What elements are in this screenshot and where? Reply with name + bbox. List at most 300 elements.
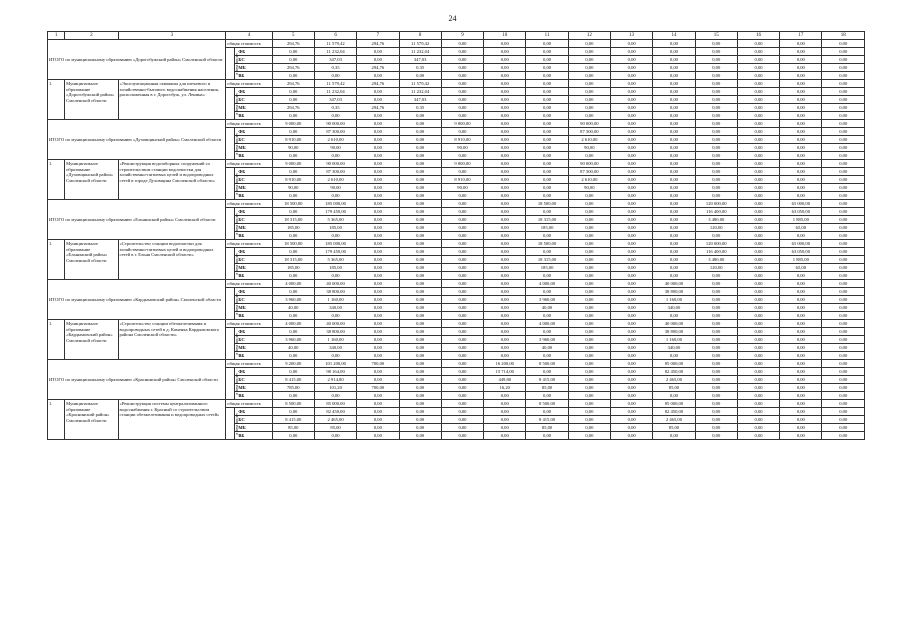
value-cell: 0,00 [611,408,653,416]
value-cell: 0,00 [568,432,610,440]
value-cell: 0,00 [484,176,526,184]
value-cell: 0,00 [780,184,822,192]
value-cell: 9 000,00 [441,120,483,128]
total-label: ИТОГО по муниципальному образованию «Духовщинский район» Смоленской области [48,120,226,160]
value-cell: 0,00 [780,320,822,328]
value-cell: 0,00 [399,352,441,360]
funding-source: МБ [235,384,272,392]
value-cell: 0,00 [568,344,610,352]
value-cell: 85,00 [526,384,568,392]
value-cell: 65,00 [780,264,822,272]
value-cell: 2 610,00 [314,136,356,144]
value-cell: 0,00 [314,272,356,280]
value-cell: 0,00 [695,376,737,384]
value-cell: 0,00 [653,176,695,184]
value-cell: 0,00 [695,128,737,136]
value-cell: 0,00 [399,168,441,176]
value-cell: 0,00 [822,112,865,120]
value-cell: 0,00 [737,264,779,272]
value-cell: 0,00 [484,184,526,192]
value-cell: 0,00 [611,376,653,384]
value-cell: 0,00 [526,408,568,416]
value-cell: 65 000,00 [780,200,822,208]
value-cell: 0,00 [695,64,737,72]
value-cell: 0,00 [484,280,526,288]
value-cell: 0,00 [526,248,568,256]
value-cell: 0,00 [441,128,483,136]
value-cell: 0,00 [314,392,356,400]
value-cell: 0,00 [441,88,483,96]
value-cell: 0,00 [568,40,610,48]
value-cell: 1 885,00 [780,216,822,224]
funding-source: БС [235,296,272,304]
value-cell: 0,00 [611,96,653,104]
value-cell: 0,00 [695,416,737,424]
value-cell: 0,00 [568,248,610,256]
funding-source: ВБ [235,152,272,160]
value-cell: 0,00 [695,56,737,64]
value-cell: 0,00 [484,232,526,240]
value-cell: 0,00 [822,432,865,440]
value-cell: 0,00 [780,312,822,320]
value-cell: 0,00 [653,264,695,272]
value-cell: 0,00 [737,432,779,440]
municipality-name: Муниципальное образование «Краснинский район» Смоленской области [65,400,118,440]
header-cell: 1 [48,32,65,40]
value-cell: 0,00 [357,336,399,344]
value-cell: 0,00 [780,304,822,312]
value-cell: 0,00 [611,272,653,280]
value-cell: 0,00 [484,208,526,216]
value-cell: 700,00 [357,384,399,392]
funding-source: ВБ [235,192,272,200]
budget-table [47,31,865,440]
value-cell: 0,00 [272,392,314,400]
value-cell: 0,00 [780,416,822,424]
value-cell: 0,00 [568,408,610,416]
value-cell: 0,00 [780,336,822,344]
value-cell: 0,00 [780,112,822,120]
value-cell: 1 160,00 [314,296,356,304]
value-cell: 0,00 [653,48,695,56]
funding-source: ФБ [235,328,272,336]
value-cell: 0,00 [653,192,695,200]
value-cell: 0,00 [611,368,653,376]
value-cell: 0,00 [399,320,441,328]
value-cell: 0,00 [441,240,483,248]
value-cell: 8 415,00 [526,416,568,424]
value-cell: 116 400,00 [695,208,737,216]
value-cell: 294,76 [272,40,314,48]
value-cell: 0,00 [568,328,610,336]
value-cell: 0,00 [484,392,526,400]
funding-source: МБ [235,184,272,192]
value-cell: 0,00 [484,424,526,432]
value-cell: 0,00 [568,80,610,88]
value-cell: 0,00 [357,408,399,416]
value-cell: 294,76 [357,40,399,48]
value-cell: 0,00 [780,408,822,416]
value-cell: 0,00 [737,96,779,104]
value-cell: 0,00 [695,432,737,440]
funding-source: МБ [235,304,272,312]
value-cell: 0,00 [780,400,822,408]
value-cell: 0,00 [737,352,779,360]
value-cell: 294,76 [357,104,399,112]
value-cell: 0,00 [272,352,314,360]
value-cell: 185 000,00 [314,240,356,248]
value-cell: 185,00 [272,264,314,272]
value-cell: 0,00 [695,184,737,192]
value-cell: 0,00 [653,88,695,96]
value-cell: 87 300,00 [314,128,356,136]
funding-source: МБ [235,344,272,352]
value-cell: 0,00 [441,64,483,72]
value-cell: 0,00 [399,392,441,400]
row-label: общая стоимость [226,160,272,168]
value-cell: 449,80 [484,376,526,384]
table-body [48,32,865,440]
value-cell: 0,00 [611,208,653,216]
value-cell: 0,00 [399,224,441,232]
value-cell: 0,00 [695,296,737,304]
value-cell: 0,00 [441,432,483,440]
value-cell: 0,00 [272,128,314,136]
value-cell: 0,00 [822,376,865,384]
value-cell: 0,00 [737,296,779,304]
value-cell: 0,00 [653,272,695,280]
value-cell: 0,00 [822,176,865,184]
value-cell: 0,00 [611,56,653,64]
value-cell: 0,00 [822,80,865,88]
value-cell: 0,00 [314,152,356,160]
value-cell: 0,00 [399,256,441,264]
item-number: 1. [48,160,65,200]
value-cell: 0,00 [399,272,441,280]
value-cell: 0,00 [611,176,653,184]
value-cell: 0,00 [568,352,610,360]
value-cell: 0,00 [695,136,737,144]
value-cell: 0,00 [653,256,695,264]
value-cell: 0,00 [653,352,695,360]
value-cell: 0,00 [441,392,483,400]
value-cell: 0,00 [484,128,526,136]
value-cell: 0,00 [653,120,695,128]
value-cell: 0,00 [357,56,399,64]
value-cell: 0,00 [780,152,822,160]
value-cell: 0,00 [780,232,822,240]
value-cell: 16 200,00 [484,360,526,368]
value-cell: 0,00 [526,312,568,320]
value-cell: 18 315,00 [272,216,314,224]
total-row [48,40,865,48]
value-cell: 0,00 [611,288,653,296]
value-cell: 40,00 [526,344,568,352]
value-cell: 0,00 [822,248,865,256]
funding-source: БС [235,136,272,144]
value-cell: 0,00 [484,152,526,160]
value-cell: 0,00 [272,208,314,216]
value-cell: 85,00 [653,424,695,432]
header-cell: 11 [526,32,568,40]
value-cell: 8 415,00 [526,376,568,384]
value-cell: 0,00 [822,264,865,272]
value-cell: 0,00 [737,424,779,432]
value-cell: 0,00 [695,344,737,352]
value-cell: 11 232,04 [314,88,356,96]
value-cell: 0,00 [653,144,695,152]
in-that-number-label [226,328,240,360]
header-cell: 2 [65,32,118,40]
value-cell: 0,00 [568,112,610,120]
value-cell: 0,00 [357,232,399,240]
value-cell: 0,00 [780,296,822,304]
value-cell: 120,00 [695,264,737,272]
funding-source: ВБ [235,312,272,320]
value-cell: 0,00 [653,232,695,240]
value-cell: 90 000,00 [568,160,610,168]
in-that-number-label [226,368,240,400]
value-cell: 0,00 [357,280,399,288]
value-cell: 0,00 [737,232,779,240]
object-name: «Эксплуатационная скважина для питьевого и хозяйственно-бытового водоснабжения населения, расположенная в г. Дорогобуж, ул. Ленина» [118,80,226,120]
value-cell: 90 000,00 [314,160,356,168]
value-cell: 0,00 [611,328,653,336]
value-cell: 0,00 [568,104,610,112]
value-cell: 0,00 [653,72,695,80]
value-cell: 90,00 [441,144,483,152]
value-cell: 11 232,04 [399,88,441,96]
value-cell: 0,00 [399,384,441,392]
in-that-number-text: в том числе: [234,412,240,435]
value-cell: 0,00 [737,168,779,176]
value-cell: 0,00 [526,152,568,160]
value-cell: 0,00 [357,304,399,312]
value-cell: 0,00 [526,392,568,400]
value-cell: 785,00 [272,384,314,392]
value-cell: 82 450,00 [653,368,695,376]
total-row [48,120,865,128]
value-cell: 0,00 [568,424,610,432]
value-cell: 0,00 [526,208,568,216]
value-cell: 0,00 [568,200,610,208]
value-cell: 0,00 [526,128,568,136]
value-cell: 0,00 [399,288,441,296]
in-that-number-text: в том числе: [234,52,240,75]
value-cell: 0,00 [780,328,822,336]
value-cell: 0,00 [484,264,526,272]
funding-source: ФБ [235,168,272,176]
value-cell: 0,00 [737,384,779,392]
value-cell: 0,00 [653,200,695,208]
value-cell: 0,00 [399,360,441,368]
value-cell: 0,00 [611,112,653,120]
value-cell: 0,00 [695,424,737,432]
value-cell: 0,00 [568,208,610,216]
value-cell: 2 914,80 [314,376,356,384]
value-cell: 0,00 [611,360,653,368]
header-cell: 17 [780,32,822,40]
value-cell: 85 000,00 [653,400,695,408]
municipality-name: Муниципальное образование «Кардымовский район» Смоленской области [65,320,118,360]
value-cell: 9 000,00 [272,120,314,128]
row-label: общая стоимость [226,120,272,128]
funding-source: БС [235,96,272,104]
in-that-number-label [226,408,240,440]
value-cell: 0,00 [611,240,653,248]
value-cell: 0,00 [780,144,822,152]
value-cell: 0,00 [441,400,483,408]
funding-source: МБ [235,264,272,272]
value-cell: 0,00 [441,248,483,256]
value-cell: 0,00 [526,96,568,104]
value-cell: 0,00 [653,184,695,192]
value-cell: 38 800,00 [653,288,695,296]
municipality-name: Муниципальное образование «Ельнинский район» Смоленской области [65,240,118,280]
value-cell: 0,00 [611,200,653,208]
value-cell: 0,00 [611,296,653,304]
funding-source: ФБ [235,408,272,416]
value-cell: 90,00 [272,184,314,192]
value-cell: 101,20 [314,384,356,392]
value-cell: 0,00 [484,312,526,320]
value-cell: 0,00 [272,48,314,56]
value-cell: 0,00 [822,56,865,64]
in-that-number-text: в том числе: [234,172,240,195]
value-cell: 0,00 [695,384,737,392]
value-cell: 0,00 [526,328,568,336]
value-cell: 8 910,00 [441,136,483,144]
value-cell: 0,00 [357,376,399,384]
value-cell: 340,00 [314,304,356,312]
value-cell: 0,00 [737,128,779,136]
header-cell: 18 [822,32,865,40]
value-cell: 0,00 [822,168,865,176]
value-cell: 0,00 [526,120,568,128]
value-cell: 0,00 [780,96,822,104]
value-cell: 40,00 [526,304,568,312]
value-cell: 0,00 [737,176,779,184]
value-cell: 0,00 [357,152,399,160]
value-cell: 0,00 [272,152,314,160]
value-cell: 0,00 [272,288,314,296]
value-cell: 0,00 [526,144,568,152]
value-cell: 0,00 [611,104,653,112]
value-cell: 0,35 [399,104,441,112]
item-number: 1. [48,400,65,440]
value-cell: 0,00 [611,424,653,432]
header-cell: 16 [737,32,779,40]
value-cell: 0,00 [780,72,822,80]
value-cell: 0,00 [822,320,865,328]
value-cell: 0,00 [399,264,441,272]
header-cell: 15 [695,32,737,40]
value-cell: 85 000,00 [653,360,695,368]
value-cell: 0,00 [780,424,822,432]
value-cell: 0,00 [568,320,610,328]
value-cell: 185,00 [314,224,356,232]
value-cell: 0,00 [737,320,779,328]
value-cell: 0,00 [653,216,695,224]
value-cell: 0,00 [737,120,779,128]
detail-row [48,80,865,88]
value-cell: 294,76 [272,64,314,72]
value-cell: 0,00 [484,288,526,296]
in-that-number-label [226,48,240,80]
value-cell: 0,00 [568,48,610,56]
value-cell: 4 000,00 [526,280,568,288]
value-cell: 0,00 [314,72,356,80]
value-cell: 87 300,00 [314,168,356,176]
value-cell: 0,00 [484,400,526,408]
value-cell: 0,00 [357,248,399,256]
value-cell: 0,00 [822,368,865,376]
value-cell: 0,00 [357,200,399,208]
value-cell: 0,00 [653,240,695,248]
header-row [48,32,865,40]
value-cell: 3 960,00 [526,336,568,344]
value-cell: 3 960,00 [272,336,314,344]
value-cell: 0,00 [611,416,653,424]
value-cell: 0,00 [399,296,441,304]
value-cell: 0,00 [737,224,779,232]
value-cell: 0,00 [484,320,526,328]
value-cell: 18 315,00 [272,256,314,264]
value-cell: 0,00 [611,344,653,352]
value-cell: 82 450,00 [314,408,356,416]
value-cell: 3 480,00 [695,256,737,264]
detail-row [48,400,865,408]
value-cell: 0,00 [780,88,822,96]
value-cell: 0,00 [314,432,356,440]
value-cell: 0,00 [441,304,483,312]
value-cell: 87 300,00 [568,168,610,176]
value-cell: 0,00 [653,312,695,320]
value-cell: 0,00 [441,56,483,64]
value-cell: 0,00 [822,200,865,208]
value-cell: 0,00 [611,80,653,88]
value-cell: 0,00 [822,384,865,392]
value-cell: 0,00 [526,136,568,144]
value-cell: 0,00 [484,160,526,168]
value-cell: 0,00 [484,432,526,440]
value-cell: 0,00 [441,264,483,272]
value-cell: 0,00 [357,224,399,232]
value-cell: 0,00 [484,56,526,64]
header-cell: 8 [399,32,441,40]
value-cell: 1 160,00 [653,296,695,304]
value-cell: 0,00 [568,64,610,72]
in-that-number-text: в том числе: [234,372,240,395]
item-number: 1. [48,80,65,120]
value-cell: 0,00 [272,408,314,416]
value-cell: 0,00 [526,64,568,72]
value-cell: 0,00 [737,328,779,336]
value-cell: 0,00 [484,272,526,280]
value-cell: 0,00 [484,408,526,416]
value-cell: 0,00 [357,120,399,128]
value-cell: 0,00 [441,192,483,200]
value-cell: 0,00 [611,384,653,392]
value-cell: 0,00 [737,112,779,120]
value-cell: 120 000,00 [695,200,737,208]
value-cell: 0,00 [357,208,399,216]
value-cell: 0,00 [357,272,399,280]
value-cell: 0,00 [526,112,568,120]
value-cell: 0,00 [484,352,526,360]
value-cell: 0,00 [526,88,568,96]
value-cell: 0,00 [399,240,441,248]
